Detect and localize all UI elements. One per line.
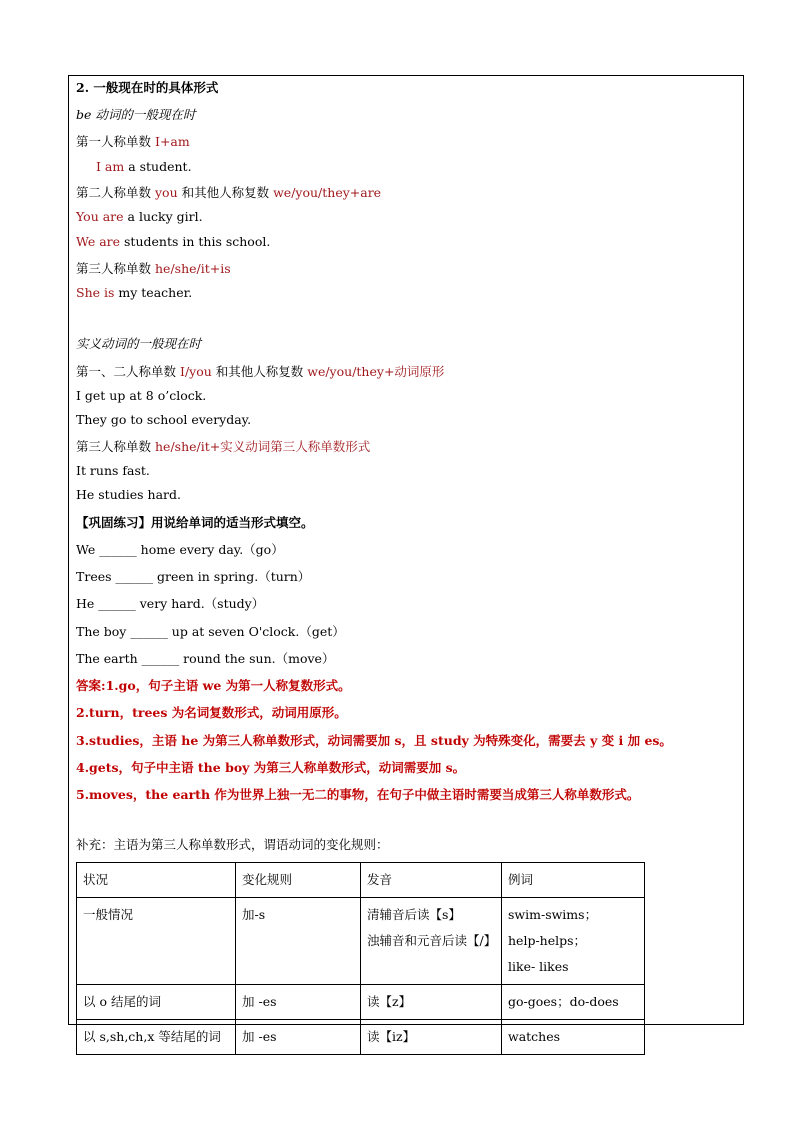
example-subject: You are [76,209,124,224]
exercise-item: He ______ very hard.（study） [76,596,265,611]
be-third-person [76,259,231,277]
label: 第一人称单数 [76,134,152,149]
verb-heading: 实义动词的一般现在时 [76,336,202,351]
verb-first-second-person [76,362,444,380]
example-rest: a student. [124,159,192,174]
cell-line: swim-swims； [508,907,598,922]
supplement-heading: 补充：主语为第三人称单数形式，谓语动词的变化规则： [76,837,389,852]
label: 第三人称单数 [76,261,152,276]
example-rest: my teacher. [114,285,193,300]
be-first-person [76,132,190,150]
be-example-2 [76,209,203,224]
form: he/she/it+is [155,261,231,276]
form: we/you/they+动词原形 [307,364,445,379]
table-cell [361,898,502,985]
cell-line: 清辅音后读【s】 [367,907,461,922]
header-cell: 例词 [502,863,645,898]
example-subject: She is [76,285,115,300]
table-cell: 以 s,sh,ch,x 等结尾的词 [77,1020,236,1055]
table-cell: 加 -es [236,1020,361,1055]
mid: 和其他人称复数 [211,364,308,379]
table-header-row [77,863,645,898]
mid: 和其他人称复数 [177,185,274,200]
cell-line: help-helps； [508,933,587,948]
you: you [155,185,178,200]
answer-2: 2.turn，trees 为名词复数形式，动词用原形。 [76,705,347,720]
iyou: I/you [180,364,212,379]
table-cell: 读【iz】 [361,1020,502,1055]
verb-example-2: They go to school everyday. [76,412,252,427]
table-cell: 加-s [236,898,361,985]
exercise-heading: 【巩固练习】用说给单词的适当形式填空。 [76,515,314,530]
label: 第一、二人称单数 [76,364,177,379]
table-cell: 读【z】 [361,985,502,1020]
verb-example-4: He studies hard. [76,487,181,502]
table-cell: 加 -es [236,985,361,1020]
be-example-1 [96,159,192,174]
example-subject: I am [96,159,125,174]
header-cell: 变化规则 [236,863,361,898]
table-row [77,985,645,1020]
rules-table [76,862,645,1055]
form: he/she/it+实义动词第三人称单数形式 [155,439,371,454]
exercise-item: The earth ______ round the sun.（move） [76,651,335,666]
table-cell: 一般情况 [77,898,236,985]
example-rest: students in this school. [120,234,271,249]
verb-example-3: It runs fast. [76,463,150,478]
answer-3: 3.studies，主语 he 为第三人称单数形式，动词需要加 s，且 study 为特殊变化，需要去 y 变 i 加 es。 [76,733,672,748]
be-heading: be 动词的一般现在时 [76,107,196,122]
verb-third-person [76,437,370,455]
header-cell: 发音 [361,863,502,898]
answer-4: 4.gets，句子中主语 the boy 为第三人称单数形式，动词需要加 s。 [76,760,466,775]
form: we/you/they+are [273,185,382,200]
cell-line: like- likes [508,959,569,974]
be-example-3 [76,234,270,249]
example-subject: We are [76,234,121,249]
table-cell [502,898,645,985]
be-second-person [76,183,381,201]
exercise-item: The boy ______ up at seven O'clock.（get） [76,624,345,639]
exercise-item: We ______ home every day.（go） [76,542,284,557]
table-cell: go-goes；do-does [502,985,645,1020]
cell-line: 浊辅音和元音后读【/】 [367,933,497,948]
exercise-item: Trees ______ green in spring.（turn） [76,569,311,584]
form: I+am [155,134,190,149]
label: 第二人称单数 [76,185,152,200]
label: 第三人称单数 [76,439,152,454]
section-title: 2. 一般现在时的具体形式 [76,80,219,95]
verb-example-1: I get up at 8 o’clock. [76,388,207,403]
header-cell: 状况 [77,863,236,898]
table-cell: 以 o 结尾的词 [77,985,236,1020]
example-rest: a lucky girl. [123,209,203,224]
be-example-4 [76,285,192,300]
answer-5: 5.moves，the earth 作为世界上独一无二的事物，在句子中做主语时需要当成第三人称单数形式。 [76,787,640,802]
table-cell: watches [502,1020,645,1055]
answer-1: 答案:1.go，句子主语 we 为第一人称复数形式。 [76,678,351,693]
table-row [77,1020,645,1055]
table-row [77,898,645,985]
